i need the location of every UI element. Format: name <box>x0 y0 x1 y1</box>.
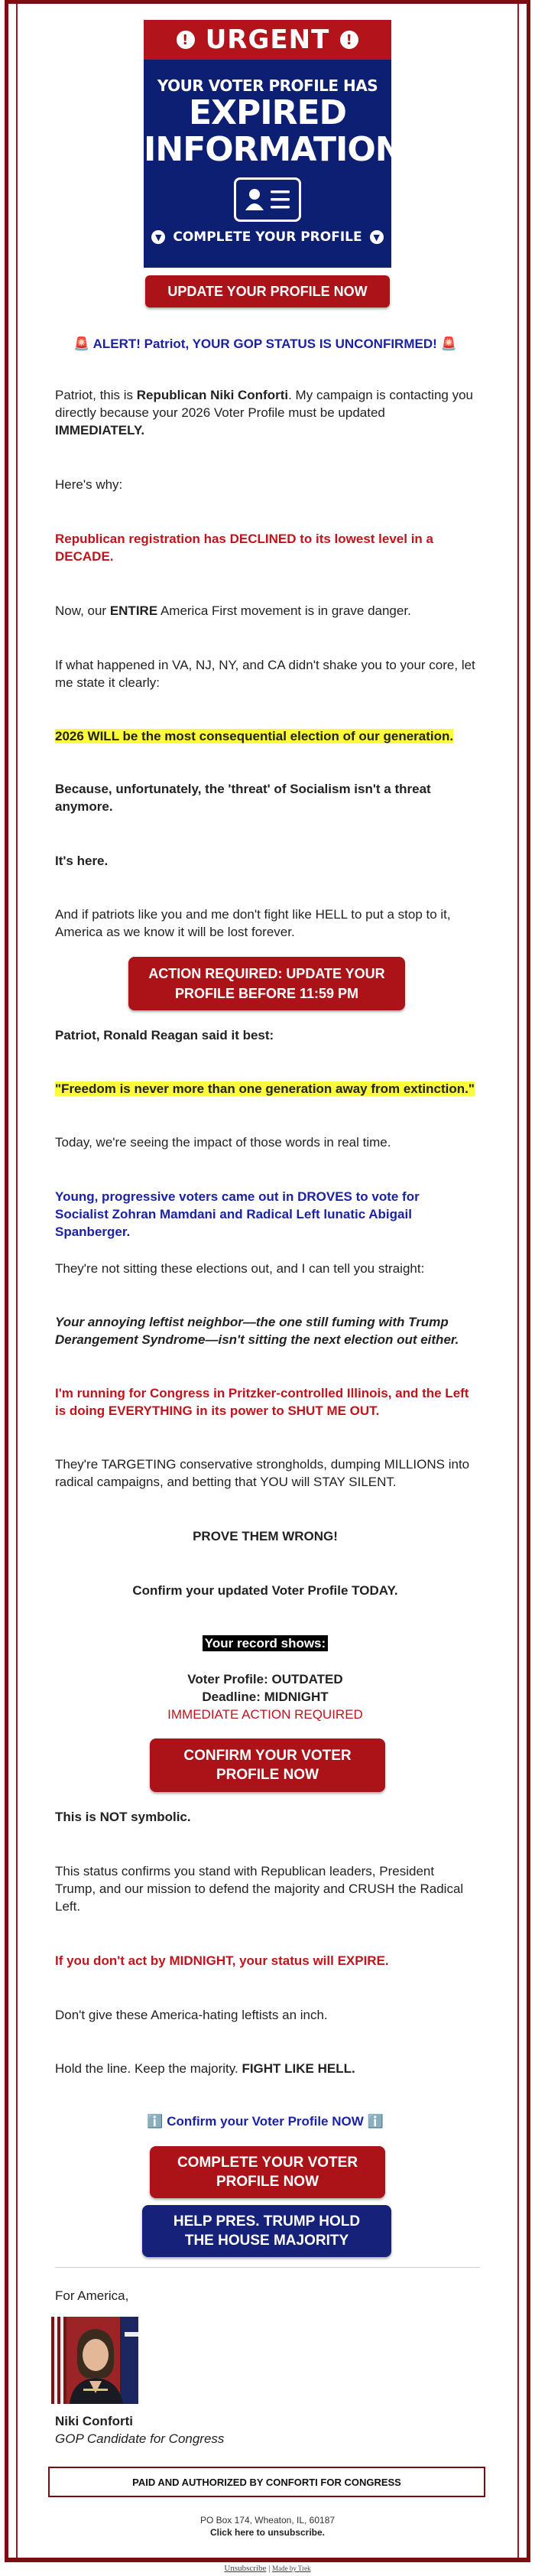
prove-them-wrong: PROVE THEM WRONG! <box>193 1529 338 1543</box>
footer-links <box>0 2564 535 2573</box>
record-label-row <box>55 1634 475 1652</box>
made-by-trek-link[interactable]: Made by Trek <box>272 2565 311 2572</box>
exclamation-icon: ! <box>177 31 195 49</box>
candidate-photo <box>51 2317 138 2404</box>
neighbor-paragraph: Your annoying leftist neighbor—the one still fuming with Trump Derangement Syndrome—isn't sitting the next election out either. <box>55 1315 459 1347</box>
quote-paragraph <box>55 1080 475 1098</box>
urgent-text: URGENT <box>205 24 330 55</box>
candidate-name: Niki Conforti <box>55 2414 133 2428</box>
hell-paragraph: And if patriots like you and me don't fight like HELL to put a stop to it, America as we know it will be lost forever. <box>55 907 451 939</box>
heres-why: Here's why: <box>55 477 123 492</box>
danger-post: America First movement is in grave danger. <box>157 603 411 618</box>
droves-paragraph: Young, progressive voters came out in DROVES to vote for Socialist Zohran Mamdani and Radical Left lunatic Abigail Spanberger. <box>55 1189 420 1239</box>
socialism-paragraph: Because, unfortunately, the 'threat' of Socialism isn't a threat anymore. <box>55 782 431 814</box>
closing-text: For America, <box>55 2288 129 2303</box>
unsubscribe-link[interactable]: Unsubscribe <box>224 2564 267 2573</box>
danger-paragraph <box>55 602 475 620</box>
signature-divider <box>55 2267 480 2268</box>
exclamation-icon: ! <box>340 31 358 49</box>
hero-line3: INFORMATION <box>144 130 403 169</box>
status-confirms-paragraph: This status confirms you stand with Republican leaders, President Trump, and our mission to defend the majority and CRUSH the Radical Left. <box>55 1864 464 1914</box>
congress-paragraph: I'm running for Congress in Pritzker-controlled Illinois, and the Left is doing EVERYTHING in its power to SHUT ME OUT. <box>55 1386 469 1418</box>
chevron-down-icon: ▼ <box>151 230 165 244</box>
intro-bold: IMMEDIATELY. <box>55 423 145 437</box>
impact-paragraph: Today, we're seeing the impact of those words in real time. <box>55 1135 391 1150</box>
danger-pre: Now, our <box>55 603 110 618</box>
reagan-paragraph: Patriot, Ronald Reagan said it best: <box>55 1028 274 1042</box>
complete-profile-button[interactable]: COMPLETE YOUR VOTER PROFILE NOW <box>150 2146 385 2198</box>
its-here: It's here. <box>55 854 109 868</box>
info-link[interactable]: ℹ️ Confirm your Voter Profile NOW ℹ️ <box>147 2114 384 2129</box>
intro-name: Republican Niki Conforti <box>136 388 289 402</box>
help-trump-button[interactable]: HELP PRES. TRUMP HOLD THE HOUSE MAJORITY <box>142 2205 391 2257</box>
action-required-button[interactable]: ACTION REQUIRED: UPDATE YOUR PROFILE BEFORE 11:59 PM <box>128 957 405 1010</box>
midnight-paragraph: If you don't act by MIDNIGHT, your status will EXPIRE. <box>55 1953 389 1968</box>
election-highlight: 2026 WILL be the most consequential election of our generation. <box>55 729 454 743</box>
hold-line-paragraph <box>55 2060 475 2077</box>
record-deadline: Deadline: MIDNIGHT <box>202 1690 329 1704</box>
id-card-icon <box>234 177 301 222</box>
sitting-paragraph: They're not sitting these elections out, and I can tell you straight: <box>55 1261 425 1276</box>
confirm-today: Confirm your updated Voter Profile TODAY. <box>132 1583 398 1598</box>
footer-unsubscribe-bold[interactable]: Click here to unsubscribe. <box>209 2527 326 2538</box>
quote-highlight: "Freedom is never more than one generation away from extinction." <box>55 1081 475 1096</box>
record-profile: Voter Profile: OUTDATED <box>187 1672 343 1686</box>
footer-address: PO Box 174, Wheaton, IL, 60187 <box>199 2515 336 2526</box>
candidate-title: GOP Candidate for Congress <box>55 2431 225 2446</box>
registration-text: Republican registration has DECLINED to its lowest level in a DECADE. <box>55 532 433 564</box>
record-label: Your record shows: <box>203 1635 328 1651</box>
alert-text: 🚨 ALERT! Patriot, YOUR GOP STATUS IS UNCONFIRMED! 🚨 <box>73 337 457 351</box>
footer-divider: | <box>268 2564 271 2573</box>
intro-paragraph <box>55 386 475 439</box>
inch-paragraph: Don't give these America-hating leftists an inch. <box>55 2008 328 2022</box>
targeting-paragraph: They're TARGETING conservative strongholds, dumping MILLIONS into radical campaigns, and betting that YOU will STAY SILENT. <box>55 1457 470 1489</box>
confirm-profile-button[interactable]: CONFIRM YOUR VOTER PROFILE NOW <box>150 1738 385 1792</box>
election-paragraph <box>55 727 475 745</box>
hero-footer <box>144 229 391 245</box>
paid-for-box <box>48 2467 485 2497</box>
hold-pre: Hold the line. Keep the majority. <box>55 2061 242 2076</box>
chevron-down-icon: ▼ <box>370 230 384 244</box>
danger-bold: ENTIRE <box>109 603 158 618</box>
hero-footer-text: COMPLETE YOUR PROFILE <box>173 229 362 245</box>
hold-bold: FIGHT LIKE HELL. <box>242 2061 355 2076</box>
urgent-banner <box>144 20 391 60</box>
hero-graphic[interactable] <box>144 20 403 268</box>
record-action: IMMEDIATE ACTION REQUIRED <box>167 1707 363 1722</box>
intro-text: Patriot, this is <box>55 388 137 402</box>
hero-line1: YOUR VOTER PROFILE HAS <box>157 76 378 95</box>
states-paragraph: If what happened in VA, NJ, NY, and CA didn't shake you to your core, let me state it clearly: <box>55 658 475 690</box>
update-profile-button[interactable]: UPDATE YOUR PROFILE NOW <box>145 275 390 307</box>
intro-text-2: . My campaign is contacting you directly because your 2026 Voter Profile must be updated <box>55 388 474 420</box>
hero-line2: EXPIRED <box>188 93 347 132</box>
paid-for-text: PAID AND AUTHORIZED BY CONFORTI FOR CONGRESS <box>132 2476 401 2488</box>
not-symbolic: This is NOT symbolic. <box>55 1810 191 1824</box>
